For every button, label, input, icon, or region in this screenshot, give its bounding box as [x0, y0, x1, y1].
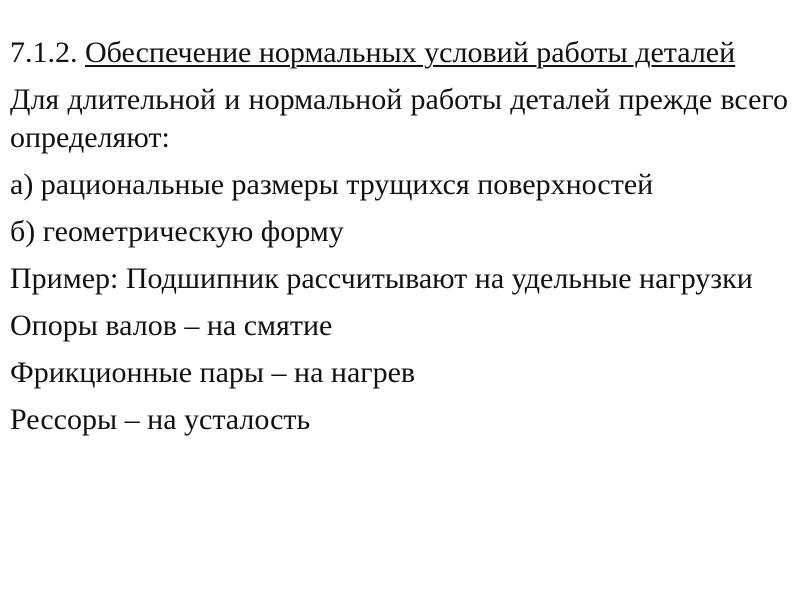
- section-heading: [10, 34, 788, 72]
- example-paragraph: Пример: Подшипник рассчитывают на удельные нагрузки: [10, 262, 753, 295]
- shaft-supports-line: Опоры валов – на смятие: [10, 309, 333, 342]
- list-item-a: а) рациональные размеры трущихся поверхностей: [10, 168, 654, 201]
- section-title: Обеспечение нормальных условий работы деталей: [85, 36, 736, 69]
- list-item-b: б) геометрическую форму: [10, 215, 344, 248]
- friction-pairs-line: Фрикционные пары – на нагрев: [10, 356, 416, 389]
- section-number: 7.1.2.: [10, 36, 78, 69]
- intro-paragraph: Для длительной и нормальной работы деталей прежде всего определяют:: [10, 83, 788, 154]
- springs-line: Рессоры – на усталость: [10, 403, 311, 436]
